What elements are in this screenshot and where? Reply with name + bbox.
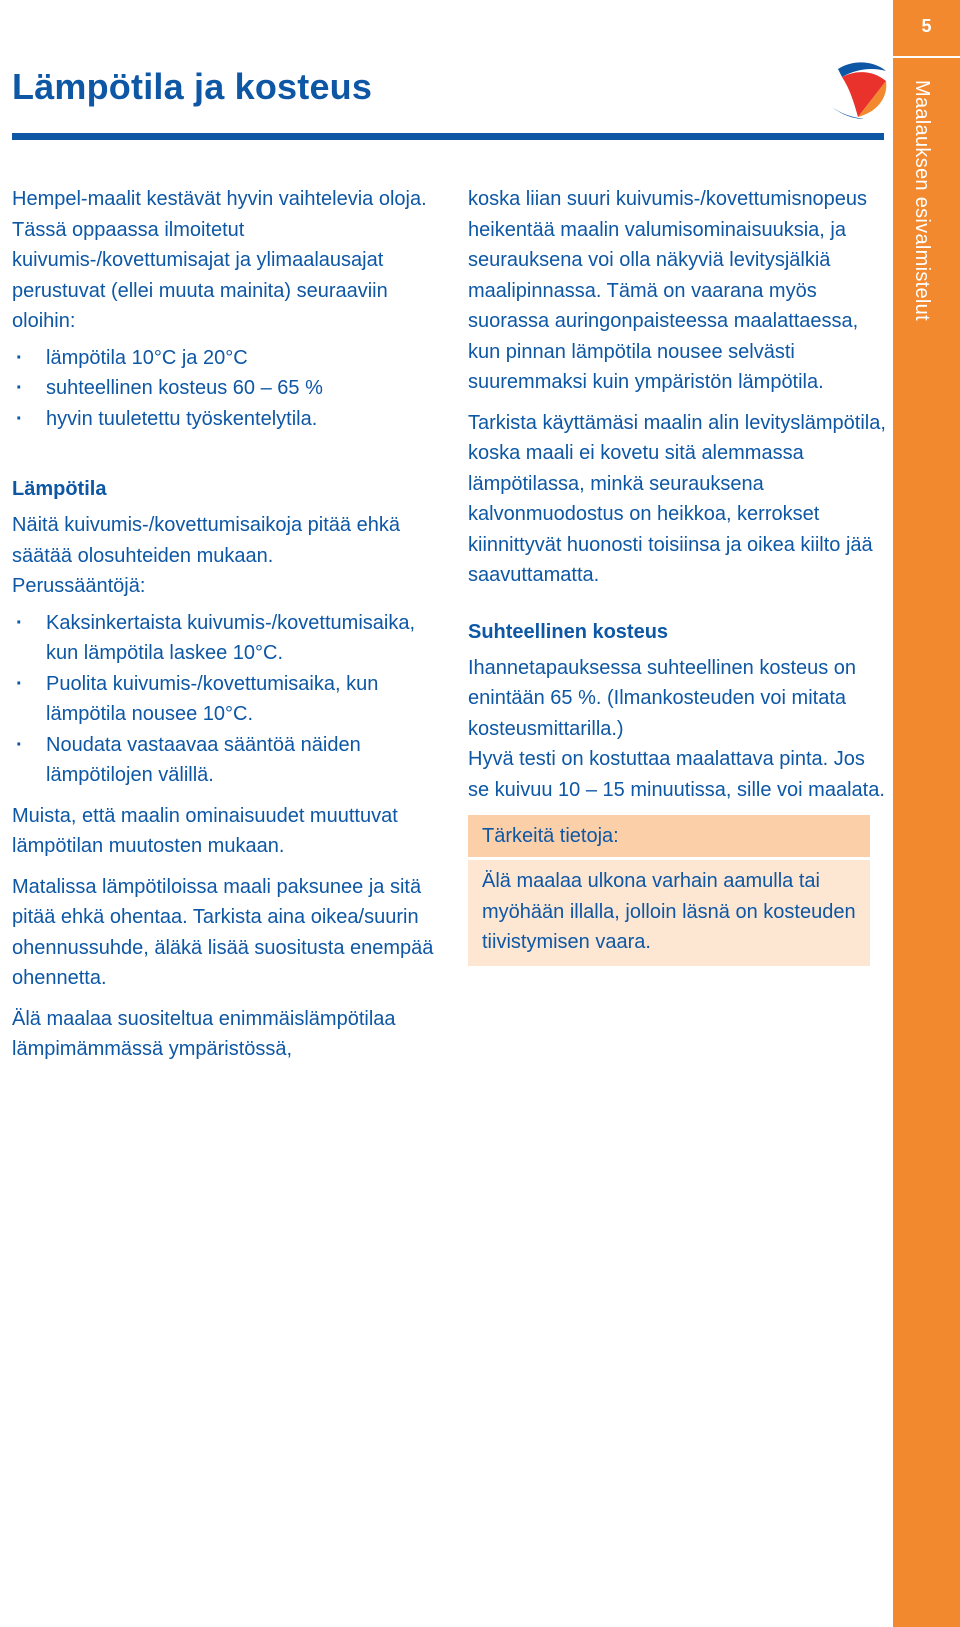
list-item: · lämpötila 10°C ja 20°C [12,343,442,374]
sail-logo-icon [828,55,890,121]
list-item: · Noudata vastaavaa sääntöä näiden lämpötilojen välillä. [12,730,442,791]
min-temperature-paragraph: Tarkista käyttämäsi maalin alin levityslämpötila, koska maali ei kovetu sitä alemmassa lämpötilassa, minkä seurauksena kalvonmuodostus on heikkoa, kerrokset kiinnittyvät huonosti toisiinsa ja oikea kiilto jää saavuttamatta. [468,411,886,586]
low-temperature-paragraph: Matalissa lämpötiloissa maali paksunee ja sitä pitää ehkä ohentaa. Tarkista aina oikea/suurin ohennussuhde, äläkä lisää suositusta enempää ohennetta. [12,875,434,989]
sidebar [893,0,960,1627]
humidity-paragraph: Ihannetapauksessa suhteellinen kosteus on enintään 65 %. (Ilmankosteuden voi mitata kosteusmittarilla.) [468,656,857,740]
humidity-test-paragraph: Hyvä testi on kostuttaa maalattava pinta. Jos se kuivuu 10 – 15 minuutissa, sille voi maalata. [468,748,885,801]
list-item: · hyvin tuuletettu työskentelytila. [12,404,442,435]
humidity-heading: Suhteellinen kosteus [468,620,669,643]
list-item: · Kaksinkertaista kuivumis-/kovettumisaika, kun lämpötila laskee 10°C. [12,608,442,669]
left-column [12,184,442,1075]
page-number: 5 [921,16,932,36]
important-info-box [468,815,870,966]
continued-paragraph: koska liian suuri kuivumis-/kovettumisnopeus heikentää maalin valumisominaisuuksia, ja seurauksena voi olla näkyviä levitysjälkiä maalipinnassa. Tämä on vaarana myös suorassa auringonpaisteessa maalattaessa, kun pinnan lämpötila nousee selvästi suuremmaksi kuin ympäristön lämpötila. [468,188,868,393]
list-item: · Puolita kuivumis-/kovettumisaika, kun lämpötila nousee 10°C. [12,669,442,730]
list-item: · suhteellinen kosteus 60 – 65 % [12,373,442,404]
remember-paragraph: Muista, että maalin ominaisuudet muuttuvat lämpötilan muutosten mukaan. [12,804,398,857]
conditions-list [12,343,442,435]
temperature-heading: Lämpötila [12,478,107,500]
info-box-heading: Tärkeitä tietoja: [468,815,870,857]
section-label: Maalauksen esivalmistelut [911,80,933,321]
page-number-divider [893,56,960,58]
info-box-body: Älä maalaa ulkona varhain aamulla tai myöhään illalla, jolloin läsnä on kosteuden tiivistymisen vaara. [468,860,870,966]
rules-list [12,608,442,791]
temperature-paragraph: Näitä kuivumis-/kovettumisaikoja pitää ehkä säätää olosuhteiden mukaan. [12,514,400,567]
page-title: Lämpötila ja kosteus [12,66,373,107]
max-temperature-paragraph: Älä maalaa suositeltua enimmäislämpötilaa lämpimämmässä ympäristössä, [12,1007,396,1060]
right-column [468,184,888,966]
intro-paragraph: Hempel-maalit kestävät hyvin vaihtelevia oloja. Tässä oppaassa ilmoitetut kuivumis-/kovettumisajat ja ylimaalausajat perustuvat (ellei muuta mainita) seuraaviin oloihin: [12,188,427,332]
basic-rules-label: Perussääntöjä: [12,575,146,597]
title-divider [12,133,884,140]
